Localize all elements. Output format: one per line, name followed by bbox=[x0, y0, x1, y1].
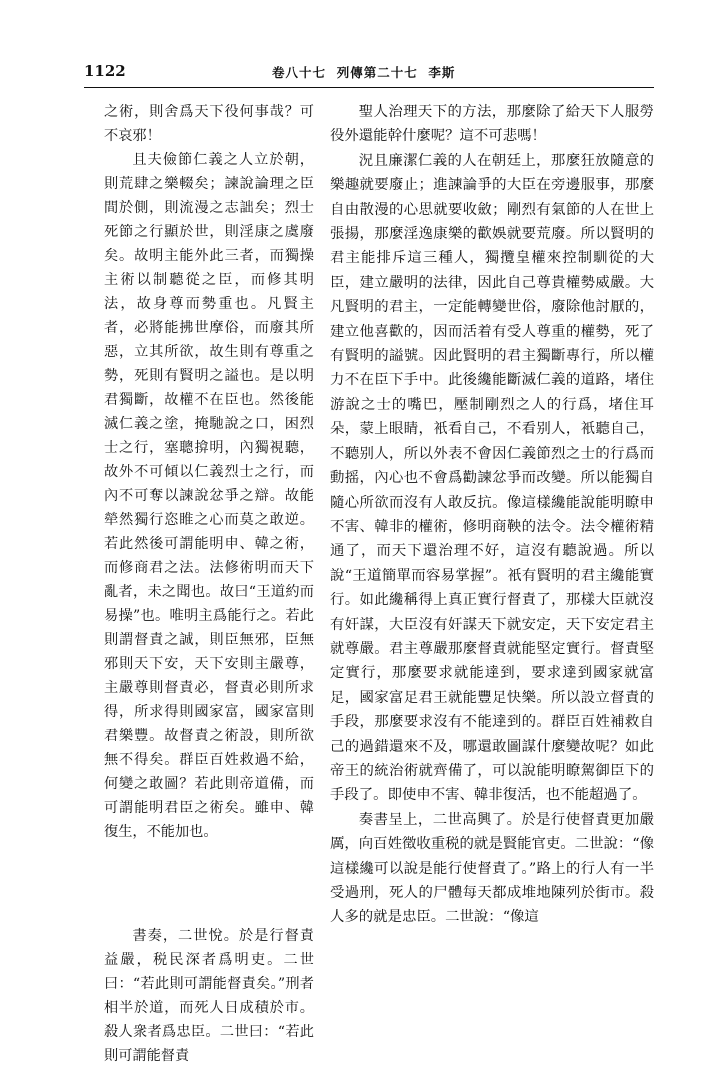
column-gap bbox=[104, 844, 314, 924]
header-rule bbox=[84, 87, 654, 88]
running-head: 卷八十七 列傳第二十七 李斯 bbox=[272, 65, 456, 80]
translation-paragraph-1: 聖人治理天下的方法，那麼除了給天下人服勞役外還能幹什麼呢？這不可悲嗎！ bbox=[330, 104, 654, 145]
translation-column bbox=[330, 100, 654, 930]
classical-text-column bbox=[104, 100, 314, 1068]
classical-paragraph-3: 書奏，二世悅。於是行督責益嚴，税民深者爲明吏。二世曰：“若此則可謂能督責矣。”刑者相半於道，而死人日成積於市。殺人衆者爲忠臣。二世曰：“若此則可謂能督責 bbox=[104, 928, 314, 1064]
translation-paragraph-2: 況且廉潔仁義的人在朝廷上，那麼狂放隨意的樂趣就要廢止；進諫論爭的大臣在旁邊服事，那麼自由散漫的心思就要收斂；剛烈有氣節的人在世上張揚，那麼淫逸康樂的歡娛就要荒廢。所以賢明的君主能排斥這三種人，獨攬皇權來控制馴從的大臣，建立嚴明的法律，因此自己尊貴權勢威嚴。大凡賢明的君主，一定能轉變世俗，廢除他討厭的，建立他喜歡的，因而活着有受人尊重的權勢，死了有賢明的謚號。因此賢明的君主獨斷專行，所以權力不在臣下手中。此後纔能斷滅仁義的道路，堵住游說之士的嘴巴，壓制剛烈之人的行爲，堵住耳朵，蒙上眼睛，衹看自己，不看别人，衹聽自己，不聽别人，所以外表不會因仁義節烈之士的行爲而動摇，內心也不會爲勸諫忿爭而改變。所以能獨自隨心所欲而沒有人敢反抗。像這樣纔能說能明瞭申不害、韓非的權術，修明商鞅的法令。法令權術精通了，而天下還治理不好，這沒有聽說過。所以說“王道簡單而容易掌握”。衹有賢明的君主纔能實行。如此纔稱得上真正實行督責了，那樣大臣就沒有奸謀，大臣沒有奸謀天下就安定，天下安定君主就尊嚴。君主尊嚴那麼督責就能堅定實行。督責堅定實行，那麼要求就能達到，要求達到國家就富足，國家富足君王就能豐足快樂。所以設立督責的手段，那麼要求沒有不能達到的。群臣百姓補救自己的過錯還來不及，哪還敢圖謀什麼變故呢？如此帝王的統治術就齊備了，可以說能明瞭駕御臣下的手段了。即使申不害、韓非復活，也不能超過了。 bbox=[330, 152, 654, 804]
page-number: 1122 bbox=[84, 62, 126, 80]
classical-paragraph-1: 之術，則舍爲天下役何事哉？可不哀邪！ bbox=[104, 104, 314, 144]
classical-paragraph-2: 且夫儉節仁義之人立於朝，則荒肆之樂輟矣；諫說論理之臣間於側，則流漫之志詘矣；烈士死節之行顯於世，則淫康之虞廢矣。故明主能外此三者，而獨操主術以制聽從之臣，而修其明法，故身尊而勢重也。凡賢主者，必將能拂世摩俗，而廢其所惡，立其所欲，故生則有尊重之勢，死則有賢明之謚也。是以明君獨斷，故權不在臣也。然後能滅仁義之塗，掩馳說之口，困烈士之行，塞聰揜明，內獨視聽，故外不可傾以仁義烈士之行，而內不可奪以諫說忿爭之辯。故能犖然獨行恣睢之心而莫之敢逆。若此然後可謂能明申、韓之術，而修商君之法。法修術明而天下亂者，未之聞也。故曰“王道約而易操”也。唯明主爲能行之。若此則謂督責之誠，則臣無邪，臣無邪則天下安，天下安則主嚴尊，主嚴尊則督責必，督責必則所求得，所求得則國家富，國家富則君樂豐。故督責之術設，則所欲無不得矣。群臣百姓救過不給，何變之敢圖？若此則帝道備，而可謂能明君臣之術矣。雖申、韓復生，不能加也。 bbox=[104, 152, 314, 840]
translation-paragraph-3: 奏書呈上，二世高興了。於是行使督責更加嚴厲，向百姓徵收重税的就是賢能官吏。二世說：“像這樣纔可以說是能行使督責了。”路上的行人有一半受過刑，死人的尸體每天都成堆地陳列於街市。殺人多的就是忠臣。二世說：“像這 bbox=[330, 811, 654, 926]
page-header bbox=[84, 62, 654, 84]
